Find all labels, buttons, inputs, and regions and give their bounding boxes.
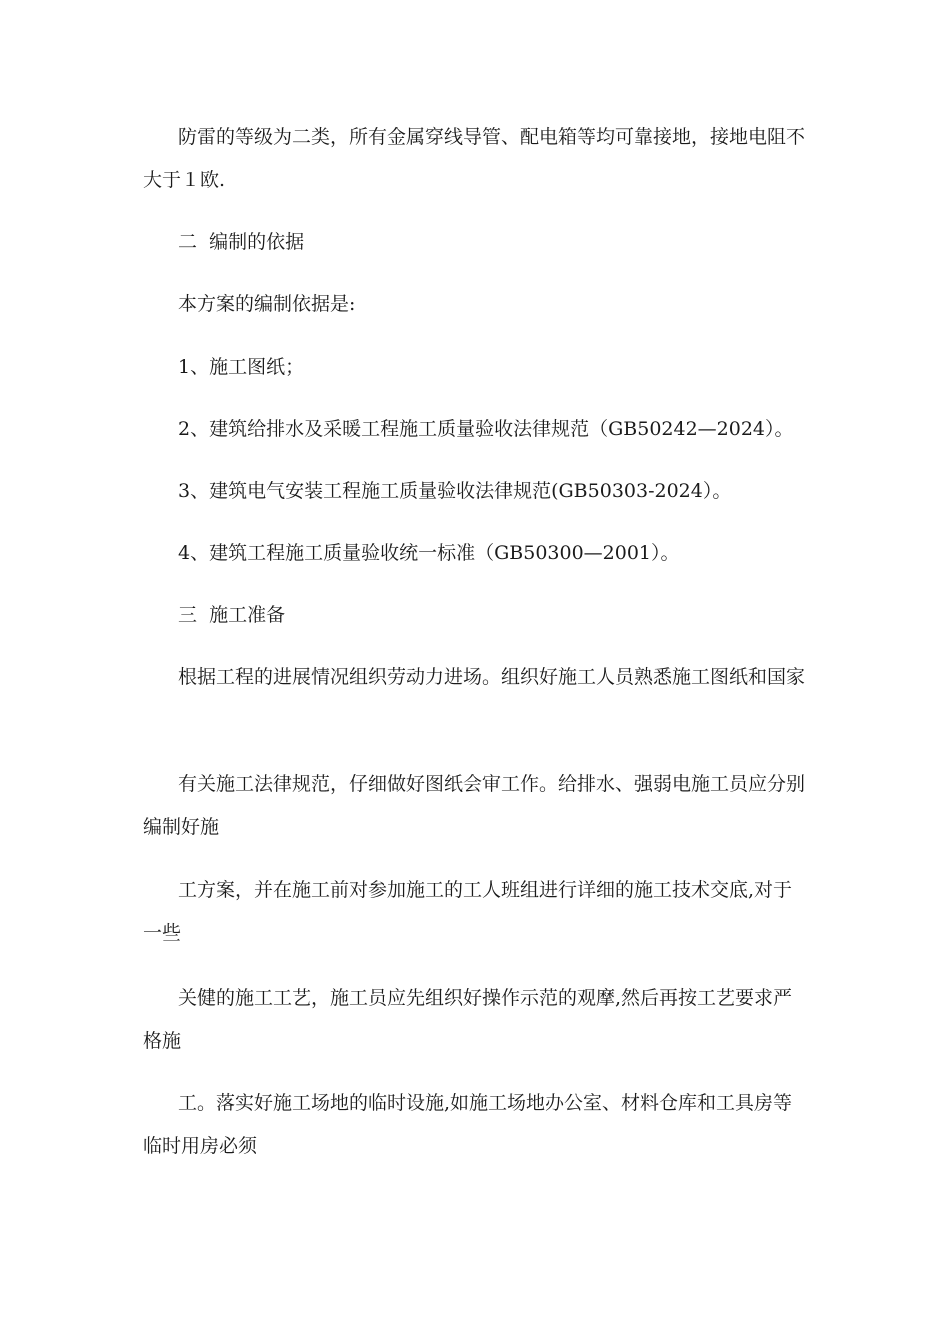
paragraph-preparation-2: 有关施工法律规范，仔细做好图纸会审工作。给排水、强弱电施工员应分别编制好施	[143, 773, 806, 838]
list-item: 3、建筑电气安装工程施工质量验收法律规范(GB50303-2024）。	[178, 480, 732, 502]
paragraph-preparation-5: 工。落实好施工场地的临时设施,如施工场地办公室、材料仓库和工具房等临时用房必须	[143, 1092, 793, 1157]
paragraph-preparation-1: 根据工程的进展情况组织劳动力进场。组织好施工人员熟悉施工图纸和国家	[178, 666, 806, 688]
list-item: 1、施工图纸；	[178, 356, 305, 378]
list-item: 2、建筑给排水及采暖工程施工质量验收法律规范（GB50242—2024）。	[178, 418, 794, 440]
section-heading-preparation: 三 施工准备	[178, 604, 286, 626]
paragraph-preparation-3: 工方案，并在施工前对参加施工的工人班组进行详细的施工技术交底,对于一些	[143, 879, 793, 944]
paragraph-basis-intro: 本方案的编制依据是:	[178, 293, 356, 315]
list-item: 4、建筑工程施工质量验收统一标准（GB50300—2001）。	[178, 542, 680, 564]
paragraph-preparation-4: 关健的施工工艺，施工员应先组织好操作示范的观摩,然后再按工艺要求严格施	[143, 987, 793, 1052]
section-heading-basis: 二 编制的依据	[178, 231, 305, 253]
paragraph-lightning-protection: 防雷的等级为二类，所有金属穿线导管、配电箱等均可靠接地，接地电阻不大于１欧.	[143, 126, 806, 191]
